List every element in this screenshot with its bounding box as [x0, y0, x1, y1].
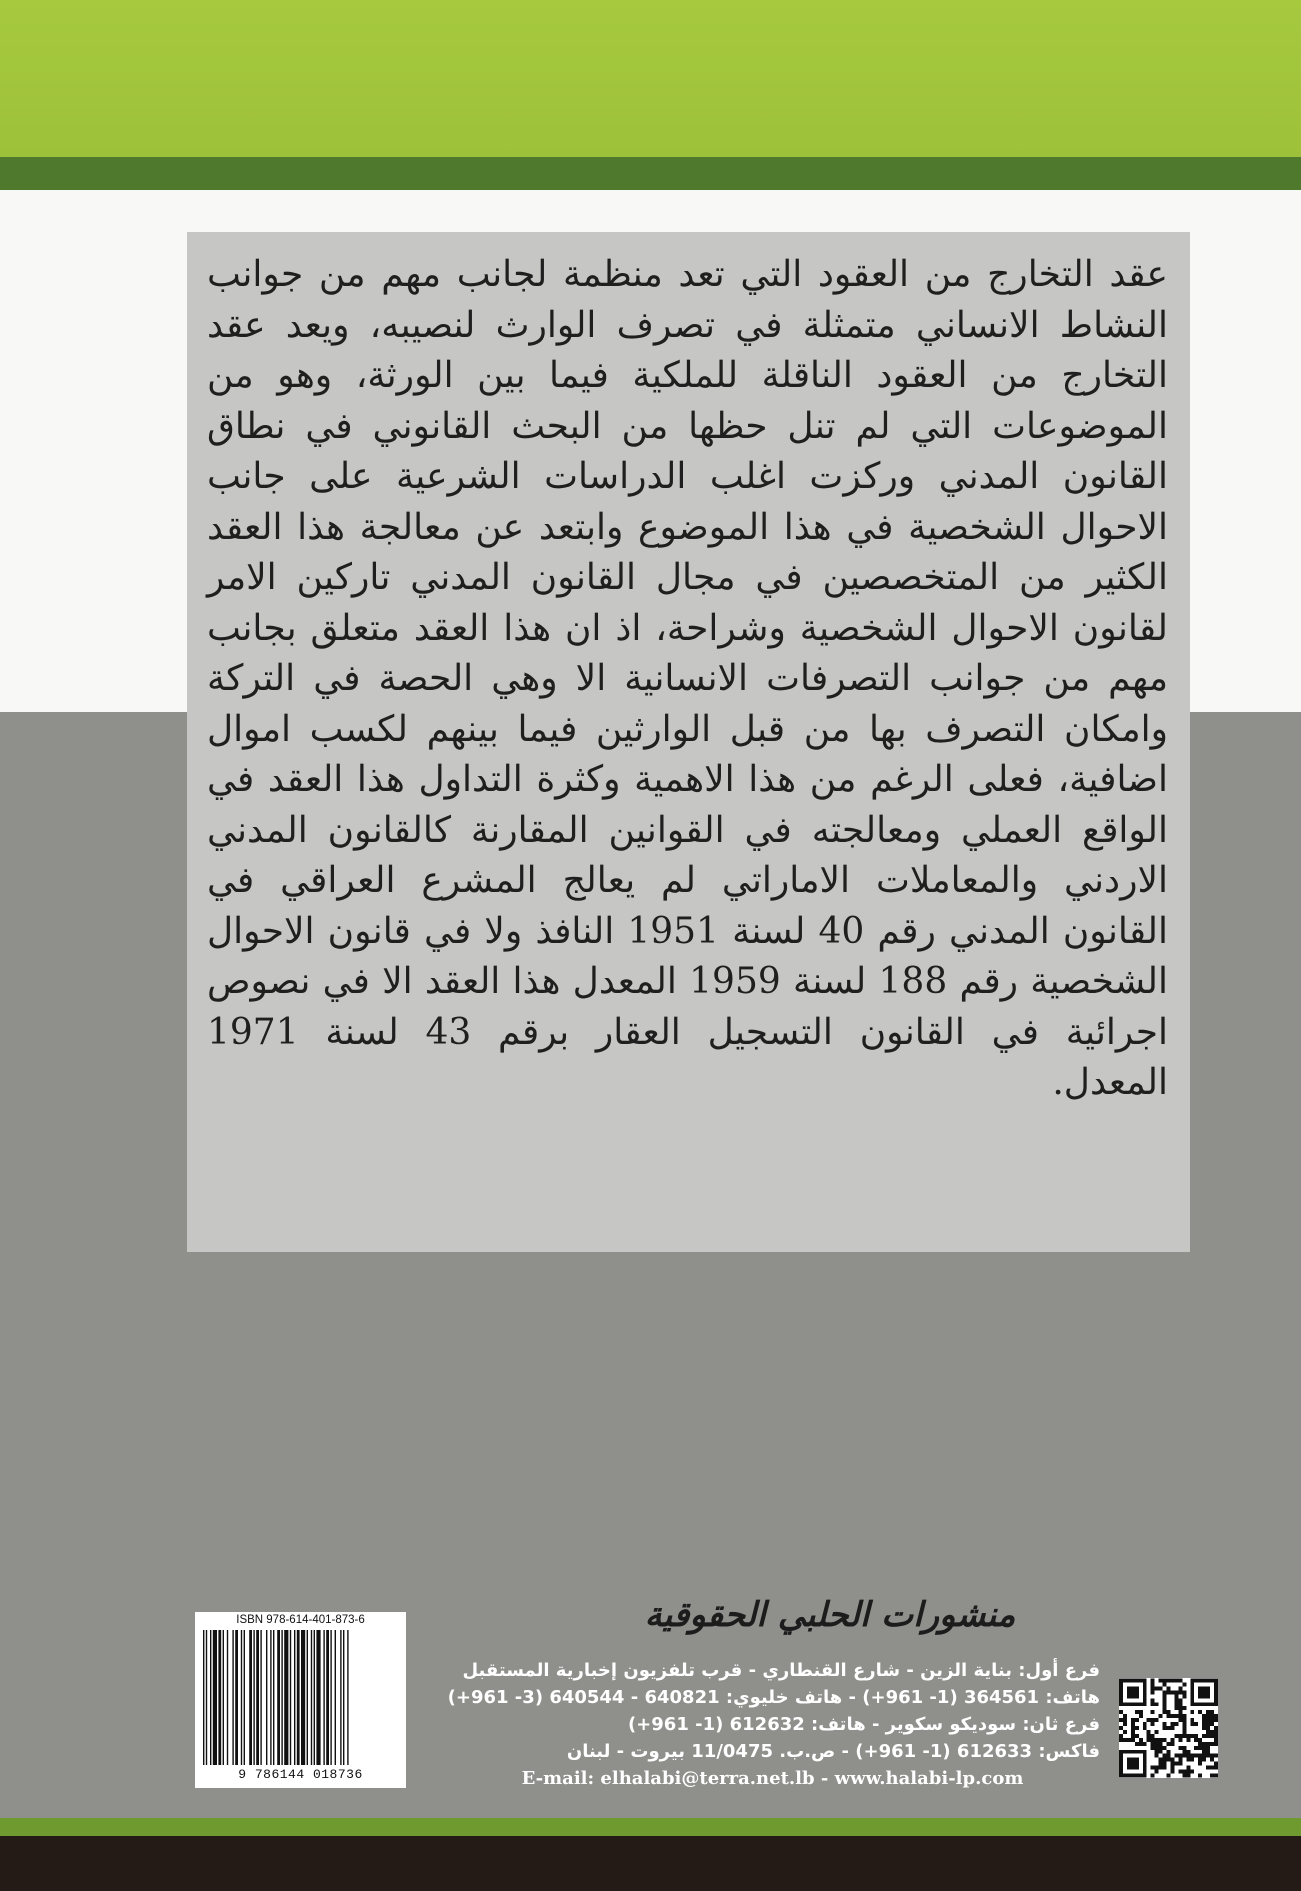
blurb-line: القانون المدني رقم 40 لسنة 1951 النافذ ولا في قانون الاحوال — [207, 910, 1169, 952]
barcode-bar — [227, 1630, 228, 1765]
barcode — [195, 1612, 406, 1788]
blurb-line: الشخصية رقم 188 لسنة 1959 المعدل هذا العقد الا في نصوص — [207, 961, 1168, 1002]
barcode-bar — [323, 1630, 324, 1765]
barcode-bar — [277, 1630, 280, 1765]
blurb-line: النشاط الانساني متمثلة في تصرف الوارث لنصيبه، ويعد عقد — [207, 304, 1168, 346]
barcode-bar — [218, 1630, 221, 1765]
bottom-green-stripe — [0, 1818, 1301, 1836]
barcode-bar — [316, 1630, 320, 1765]
barcode-bar — [297, 1630, 300, 1765]
barcode-bar — [343, 1630, 344, 1765]
top-dark-green-stripe — [0, 157, 1301, 190]
blurb-line: اجرائية في القانون التسجيل العقار برقم 43 لسنة 1971 المعدل. — [207, 1011, 1168, 1103]
barcode-bar — [232, 1630, 233, 1765]
barcode-bar — [301, 1630, 305, 1765]
barcode-bar — [284, 1630, 288, 1765]
top-green-band — [0, 0, 1301, 157]
barcode-bar — [311, 1630, 312, 1765]
barcode-bars — [201, 1630, 400, 1765]
barcode-digits: 9 786144 018736 — [238, 1767, 363, 1782]
blurb-line: اضافية، فعلى الرغم من هذا الاهمية وكثرة التداول هذا العقد في — [207, 759, 1168, 800]
barcode-bar — [290, 1630, 291, 1765]
barcode-bar — [249, 1630, 252, 1765]
barcode-bar — [314, 1630, 315, 1765]
isbn-label: ISBN 978-614-401-873-6 — [236, 1614, 365, 1626]
contact-branch-1: فرع أول: بناية الزين - شارع القنطاري - قرب تلفزيون إخبارية المستقبل — [462, 1660, 1100, 1681]
barcode-bar — [266, 1630, 267, 1765]
contact-branch-2: فرع ثان: سوديكو سكوير - هاتف: 612632 (1- 961+) — [627, 1714, 1100, 1735]
barcode-bar — [253, 1630, 254, 1765]
barcode-bar — [326, 1630, 329, 1765]
barcode-bar — [273, 1630, 274, 1765]
barcode-bar — [260, 1630, 261, 1765]
blurb-line: القانون المدني وركزت اغلب الدراسات الشرعية على جانب — [207, 456, 1168, 497]
blurb-line: التخارج من العقود الناقلة للملكية فيما بين الورثة، وهو من — [207, 355, 1168, 396]
barcode-bar — [210, 1630, 211, 1765]
blurb-line: الكثير من المتخصصين في مجال القانون المدني تاركين الامر — [207, 557, 1168, 598]
blurb-line: الاردني والمعاملات الاماراتي لم يعالج المشرع العراقي في — [207, 860, 1168, 901]
barcode-bar — [294, 1630, 295, 1765]
barcode-bar — [235, 1630, 238, 1765]
barcode-bar — [330, 1630, 331, 1765]
barcode-bar — [347, 1630, 348, 1765]
bottom-dark-band — [0, 1836, 1301, 1891]
blurb-line: مهم من جوانب التصرفات الانسانية الا وهي الحصة في التركة — [207, 658, 1168, 699]
blurb-line: لقانون الاحوال الشخصية وشراحة، اذ ان هذا العقد متعلق بجانب — [207, 607, 1168, 649]
barcode-bar — [244, 1630, 245, 1765]
barcode-bar — [270, 1630, 271, 1765]
barcode-bar — [256, 1630, 259, 1765]
barcode-bar — [223, 1630, 224, 1765]
blurb-line: الموضوعات التي لم تنل حظها من البحث القانوني في نطاق — [207, 405, 1168, 447]
blurb-panel — [187, 232, 1190, 1252]
publisher-logo: منشورات الحلبي الحقوقية — [644, 1595, 1016, 1635]
blurb-text — [207, 250, 1170, 1109]
publisher-contact — [447, 1657, 1100, 1792]
barcode-bar — [241, 1630, 242, 1765]
barcode-bar — [213, 1630, 217, 1765]
blurb-line: وامكان التصرف بها من قبل الوارثين فيما بينهم لكسب اموال — [207, 708, 1168, 750]
barcode-bar — [335, 1630, 336, 1765]
barcode-bar — [203, 1630, 204, 1765]
contact-email-web: E-mail: elhalabi@terra.net.lb - www.halabi-lp.com — [521, 1768, 1024, 1789]
barcode-bar — [206, 1630, 207, 1765]
contact-phones-1: هاتف: 364561 (1- 961+) - هاتف خليوي: 640821 - 640544 (3- 961+) — [447, 1687, 1100, 1708]
blurb-line: عقد التخارج من العقود التي تعد منظمة لجانب مهم من جوانب — [207, 254, 1168, 295]
contact-fax: فاكس: 612633 (1- 961+) - ص.ب. 11/0475 بيروت - لبنان — [566, 1741, 1100, 1762]
blurb-line: الواقع العملي ومعالجته في القوانين المقارنة كالقانون المدني — [207, 809, 1168, 851]
barcode-bar — [307, 1630, 308, 1765]
barcode-bar — [281, 1630, 282, 1765]
barcode-bar — [340, 1630, 341, 1765]
blurb-line: الاحوال الشخصية في هذا الموضوع وابتعد عن معالجة هذا العقد — [207, 506, 1168, 548]
qr-code-icon — [1119, 1678, 1218, 1778]
